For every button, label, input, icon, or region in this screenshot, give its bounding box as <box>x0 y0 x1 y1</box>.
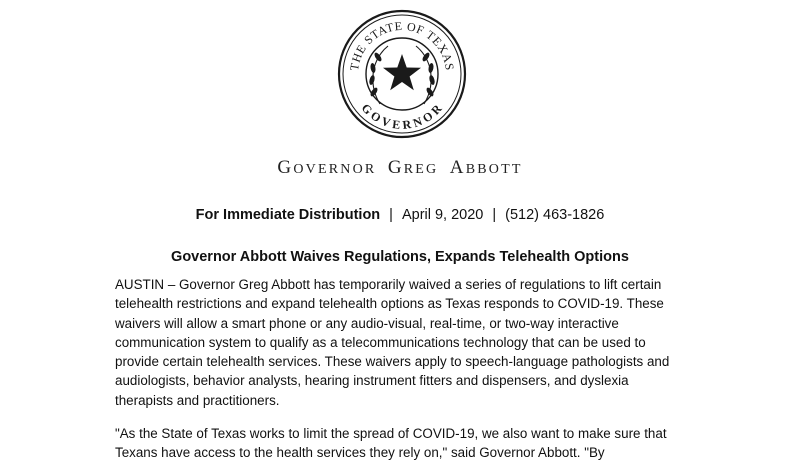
body-paragraph: "As the State of Texas works to limit the spread of COVID-19, we also want to make sure that Texans have access to the health services they rely on," said Governor Abbott. "By <box>115 426 667 461</box>
release-date: April 9, 2020 <box>401 207 484 223</box>
svg-text:GOVERNOR <box>359 101 446 132</box>
texas-governor-seal <box>336 8 468 140</box>
contact-phone: (512) 463-1826 <box>505 207 605 223</box>
governor-name-heading <box>0 157 800 179</box>
separator: | <box>389 207 393 223</box>
separator: | <box>492 207 497 223</box>
seal-bottom-text: GOVERNOR <box>358 100 446 133</box>
distribution-line <box>0 207 800 223</box>
name-word-2: GREG <box>387 157 439 178</box>
body-paragraph: AUSTIN – Governor Greg Abbott has temporarily waived a series of regulations to lift certain telehealth restrictions and expand telehealth options as Texas responds to COVID-19. These waivers will allow a smart phone or any audio-visual, real-time, or two-way interactive communication system to qualify as a telecommunications technology that can be used to provide certain telehealth services. These waivers apply to speech-language pathologists and audiologists, behavior analysts, hearing instrument fitters and dispensers, and dyslexia therapists and practitioners. <box>115 277 670 408</box>
star-icon <box>383 54 421 90</box>
press-release-headline: Governor Abbott Waives Regulations, Expands Telehealth Options <box>171 249 629 265</box>
distribution-label: For Immediate Distribution <box>195 207 381 223</box>
name-word-3: ABBOTT <box>449 157 523 178</box>
seal-top-text: THE STATE OF TEXAS <box>347 18 457 72</box>
seal-icon <box>336 8 468 140</box>
name-word-1: GOVERNOR <box>277 157 377 178</box>
